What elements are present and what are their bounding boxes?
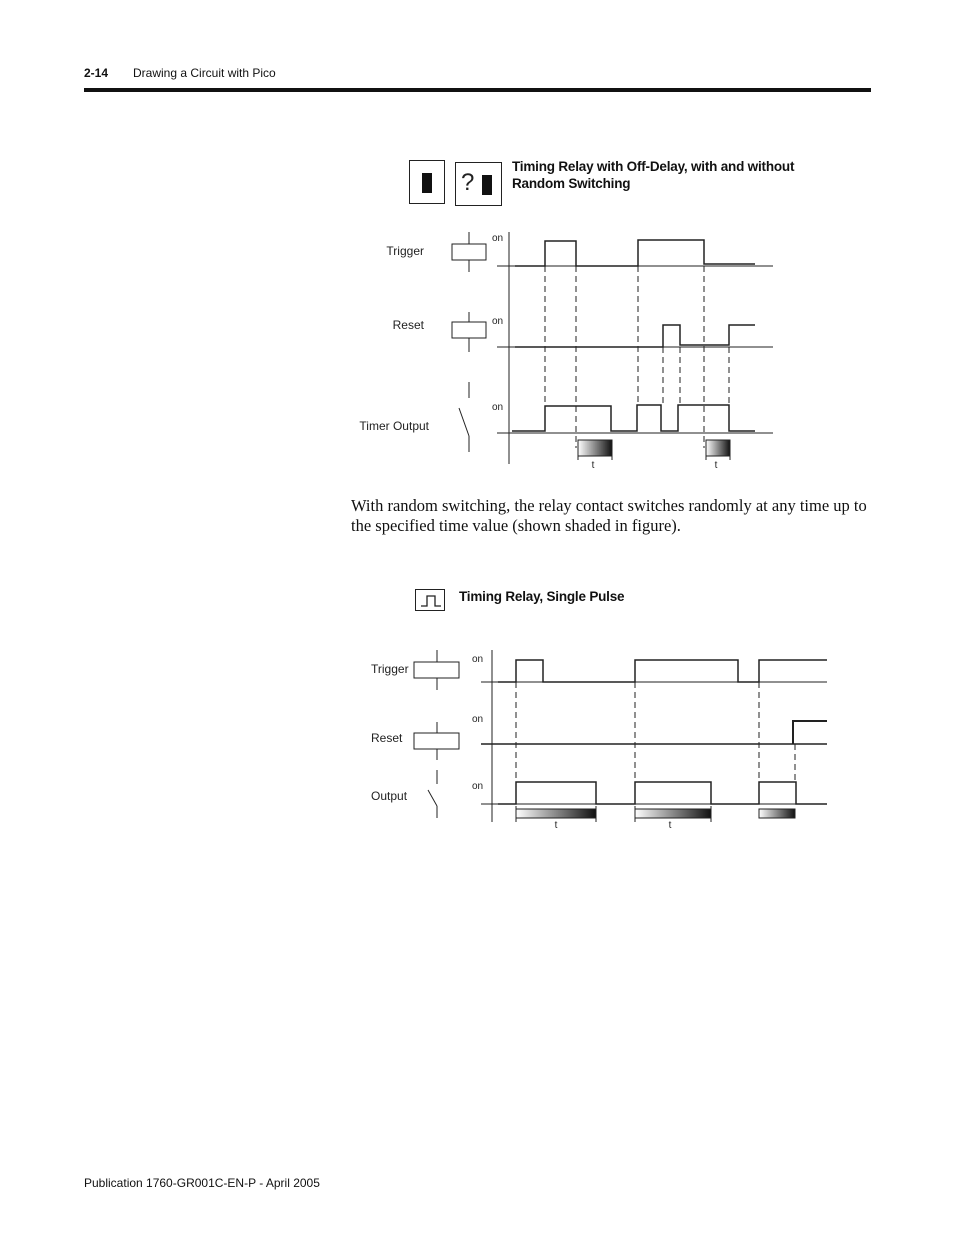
output-contact-icon xyxy=(428,770,437,818)
output-on-label: on xyxy=(492,402,504,413)
trigger-on-label: on xyxy=(492,233,504,244)
trigger-coil-icon xyxy=(414,650,459,690)
trigger-coil-icon xyxy=(452,232,486,272)
footer-publication: Publication 1760-GR001C-EN-P - April 2005 xyxy=(84,1176,320,1190)
figure-2-title: Timing Relay, Single Pulse xyxy=(459,589,625,604)
reset-coil-icon xyxy=(414,722,459,760)
reset-waveform xyxy=(515,325,755,347)
trigger-on-label: on xyxy=(472,654,484,665)
trigger-label: Trigger xyxy=(371,662,409,676)
output-contact-icon xyxy=(459,382,469,452)
output-label: Output xyxy=(371,789,408,803)
output-on-label: on xyxy=(472,781,484,792)
trigger-label: Trigger xyxy=(386,244,424,258)
t-label-2: t xyxy=(714,460,718,471)
timer-output-waveform xyxy=(512,405,755,431)
timer-output-label: Timer Output xyxy=(359,419,429,433)
t-label-3: t xyxy=(554,820,558,831)
reset-label: Reset xyxy=(371,731,403,745)
figure-2-diagram xyxy=(371,650,827,831)
reset-on-label: on xyxy=(492,316,504,327)
trigger-waveform xyxy=(498,660,827,682)
page-number: 2-14 xyxy=(84,66,109,80)
figure-1-diagram xyxy=(359,232,773,471)
t-label-4: t xyxy=(668,820,672,831)
output-waveform xyxy=(498,782,827,804)
reset-waveform xyxy=(793,721,827,744)
trigger-waveform xyxy=(515,240,755,266)
reset-on-label: on xyxy=(472,714,484,725)
question-mark-icon: ? xyxy=(461,169,475,196)
chapter-title: Drawing a Circuit with Pico xyxy=(133,66,276,80)
figure-1-title-line1: Timing Relay with Off-Delay, with and without xyxy=(512,159,795,174)
t-label-1: t xyxy=(591,460,595,471)
figure-1-title-line2: Random Switching xyxy=(512,176,631,191)
reset-label: Reset xyxy=(392,318,424,332)
reset-coil-icon xyxy=(452,312,486,352)
description-paragraph: With random switching, the relay contact switches randomly at any time up to the specified time value (shown shaded in figure). xyxy=(351,496,867,535)
